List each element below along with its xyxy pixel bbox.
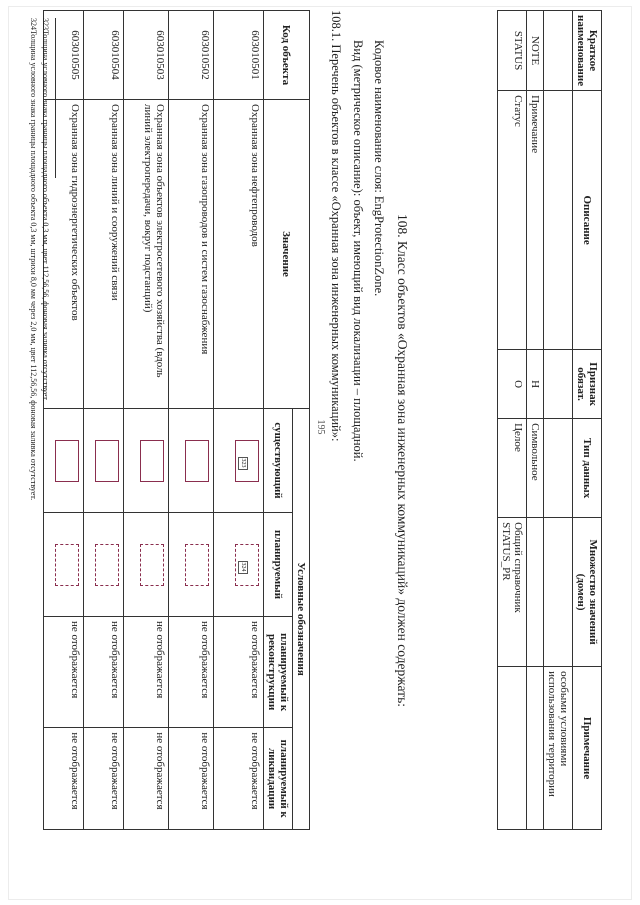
dashed-boundary-symbol	[185, 544, 209, 586]
cell: Символьное	[527, 419, 544, 518]
liquidation-cell: не отображается	[44, 728, 84, 830]
object-code: 603010503	[124, 11, 169, 100]
table-row	[84, 11, 124, 830]
cell	[544, 419, 573, 518]
layer-code: Кодовое наименование слоя: EngProtectionZone.	[372, 40, 386, 297]
solid-boundary-symbol	[140, 440, 164, 482]
solid-boundary-symbol	[235, 440, 259, 482]
cell	[498, 667, 527, 830]
cell: Общий справочник STATUS_PR	[498, 518, 527, 667]
header-planned: планируемый	[264, 513, 293, 617]
cell	[544, 350, 573, 419]
liquidation-cell: не отображается	[124, 728, 169, 830]
cell	[544, 91, 573, 350]
cell	[527, 518, 544, 667]
attributes-header-row	[573, 11, 602, 830]
header-short-name: Краткое наименование	[573, 11, 602, 91]
object-code: 603010501	[214, 11, 264, 100]
reconstruction-cell: не отображается	[214, 617, 264, 728]
object-code: 603010504	[84, 11, 124, 100]
cell	[527, 667, 544, 830]
header-description: Описание	[573, 91, 602, 350]
cell: О	[498, 350, 527, 419]
header-note: Примечание	[573, 667, 602, 830]
object-code: 603010505	[44, 11, 84, 100]
solid-boundary-symbol	[95, 440, 119, 482]
existing-symbol-cell	[44, 409, 84, 513]
object-value: Охранная зона гидроэнергетических объектов	[44, 100, 84, 409]
object-value: Охранная зона газопроводов и систем газоснабжения	[169, 100, 214, 409]
object-code: 603010502	[169, 11, 214, 100]
list-title: 108.1. Перечень объектов в классе «Охранная зона инженерных коммуникаций»:	[329, 10, 343, 442]
footnote-ref-323: 323	[240, 458, 246, 468]
planned-symbol-cell	[84, 513, 124, 617]
cell: Примечание	[527, 91, 544, 350]
cell	[544, 518, 573, 667]
dashed-boundary-symbol	[235, 544, 259, 586]
objects-table	[43, 10, 310, 830]
footnote-separator	[55, 18, 56, 178]
header-existing: существующий	[264, 409, 293, 513]
cell: NOTE	[527, 11, 544, 91]
liquidation-cell: не отображается	[84, 728, 124, 830]
table-row	[527, 11, 544, 830]
table-row	[498, 11, 527, 830]
header-reconstruction: планируемый к реконструкции	[264, 617, 293, 728]
cell: STATUS	[498, 11, 527, 91]
dashed-boundary-symbol	[55, 544, 79, 586]
reconstruction-cell: не отображается	[169, 617, 214, 728]
reconstruction-cell: не отображается	[124, 617, 169, 728]
attributes-table	[497, 10, 602, 830]
header-domain: Множество значений (домен)	[573, 518, 602, 667]
table-row	[169, 11, 214, 830]
page-number: 195	[315, 419, 326, 435]
existing-symbol-cell	[84, 409, 124, 513]
liquidation-cell: не отображается	[214, 728, 264, 830]
header-data-type: Тип данных	[573, 419, 602, 518]
cell: Целое	[498, 419, 527, 518]
cell: Н	[527, 350, 544, 419]
section-heading: 108. Класс объектов «Охранная зона инженерных коммуникаций» должен содержать:	[395, 214, 410, 707]
objects-header-row	[293, 11, 310, 830]
solid-boundary-symbol	[55, 440, 79, 482]
reconstruction-cell: не отображается	[44, 617, 84, 728]
geometry-type: Вид (метрическое описание): объект, имеющий вид локализации – площадной.	[351, 40, 365, 462]
header-liquidation: планируемый к ликвидации	[264, 728, 293, 830]
planned-symbol-cell	[44, 513, 84, 617]
existing-symbol-cell	[214, 409, 264, 513]
footnote-323: 323Толщина условного знака границы площадного объекта 0,3 мм, цвет 112,56,56, фоновая заливка отсутствует.	[41, 18, 50, 402]
header-symbols: Условные обозначения	[293, 409, 310, 830]
table-row	[124, 11, 169, 830]
header-value: Значение	[264, 100, 310, 409]
planned-symbol-cell	[169, 513, 214, 617]
object-value: Охранная зона нефтепроводов	[214, 100, 264, 409]
header-required: Признак обязат.	[573, 350, 602, 419]
liquidation-cell: не отображается	[169, 728, 214, 830]
existing-symbol-cell	[124, 409, 169, 513]
planned-symbol-cell	[124, 513, 169, 617]
planned-symbol-cell	[214, 513, 264, 617]
existing-symbol-cell	[169, 409, 214, 513]
object-value: Охранная зона линий и сооружений связи	[84, 100, 124, 409]
solid-boundary-symbol	[185, 440, 209, 482]
footnote-ref-324: 324	[240, 562, 246, 572]
table-row	[544, 11, 573, 830]
footnote-324: 324Толщина условного знака границы площадного объекта 0,3 мм, штрихи 8,0 мм через 2,0 мм, цвет 112,56,56, фоновая заливка отсутствует.	[29, 18, 38, 501]
object-value: Охранная зона объектов электросетевого хозяйства (вдоль линий электропередачи, вокруг подстанций)	[124, 100, 169, 409]
dashed-boundary-symbol	[140, 544, 164, 586]
cell: Статус	[498, 91, 527, 350]
header-code: Код объекта	[264, 11, 310, 100]
reconstruction-cell: не отображается	[84, 617, 124, 728]
dashed-boundary-symbol	[95, 544, 119, 586]
cell	[544, 11, 573, 91]
cell: особыми условиями использования территории	[544, 667, 573, 830]
table-row	[214, 11, 264, 830]
